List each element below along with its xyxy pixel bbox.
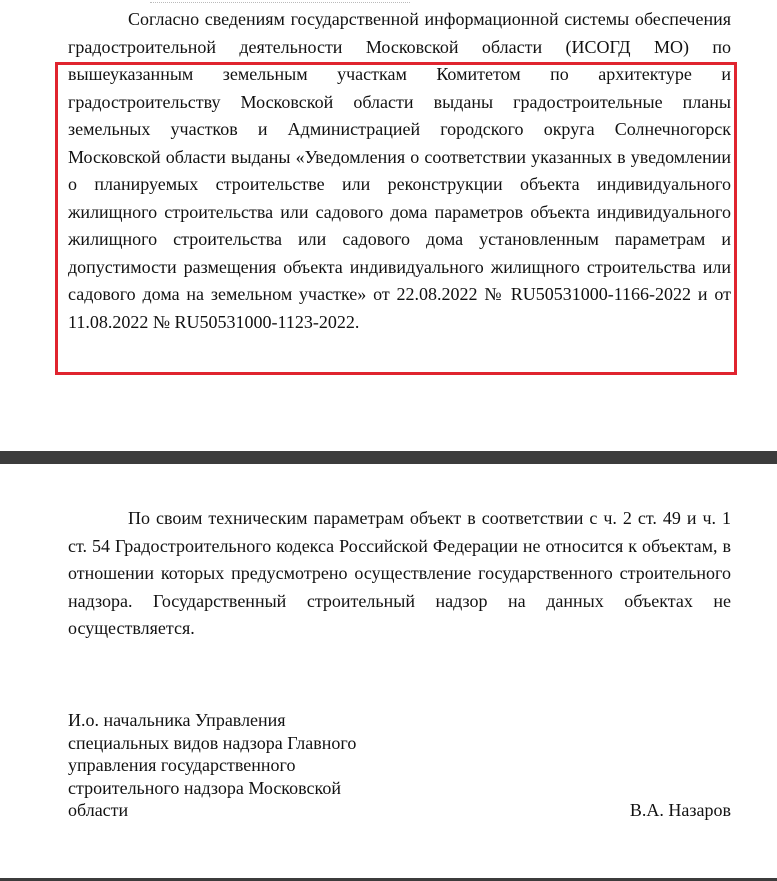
signatory-title: И.о. начальника Управления специальных видов надзора Главного управления государственного строительного надзора Московской области [68,710,357,820]
page-separator [0,451,777,464]
document-page-2 [0,464,777,881]
signatory-name: В.А. Назаров [629,800,731,820]
cut-off-text-line [150,0,410,3]
highlight-box [55,62,737,375]
signature-block [68,709,731,822]
supervision-paragraph: По своим техническим параметрам объект в соответствии с ч. 2 ст. 49 и ч. 1 ст. 54 Градостроительного кодекса Российской Федерации не относится к объектам, в отношении которых предусмотрено осуществление государственного строительного надзора. Государственный строительный надзор на данных объектах не осуществляется. [68,508,731,638]
isogd-paragraph: Согласно сведениям государственной информационной системы обеспечения градостроительной деятельности Московской области (ИСОГД МО) по вышеуказанным земельным участкам Комитетом по архитектуре и градостроительству Московской области выданы градостроительные планы земельных участков и Администрацией городского округа Солнечногорск Московской области выданы «Уведомления о соответствии указанных в уведомлении о планируемых строительстве или реконструкции объекта индивидуального жилищного строительства или садового дома параметров объекта индивидуального жилищного строительства или садового дома установленным параметрам и допустимости размещения объекта индивидуального жилищного строительства или садового дома на земельном участке» от 22.08.2022 № RU50531000-1166-2022 и от 11.08.2022 № RU50531000-1123-2022. [68,9,731,332]
